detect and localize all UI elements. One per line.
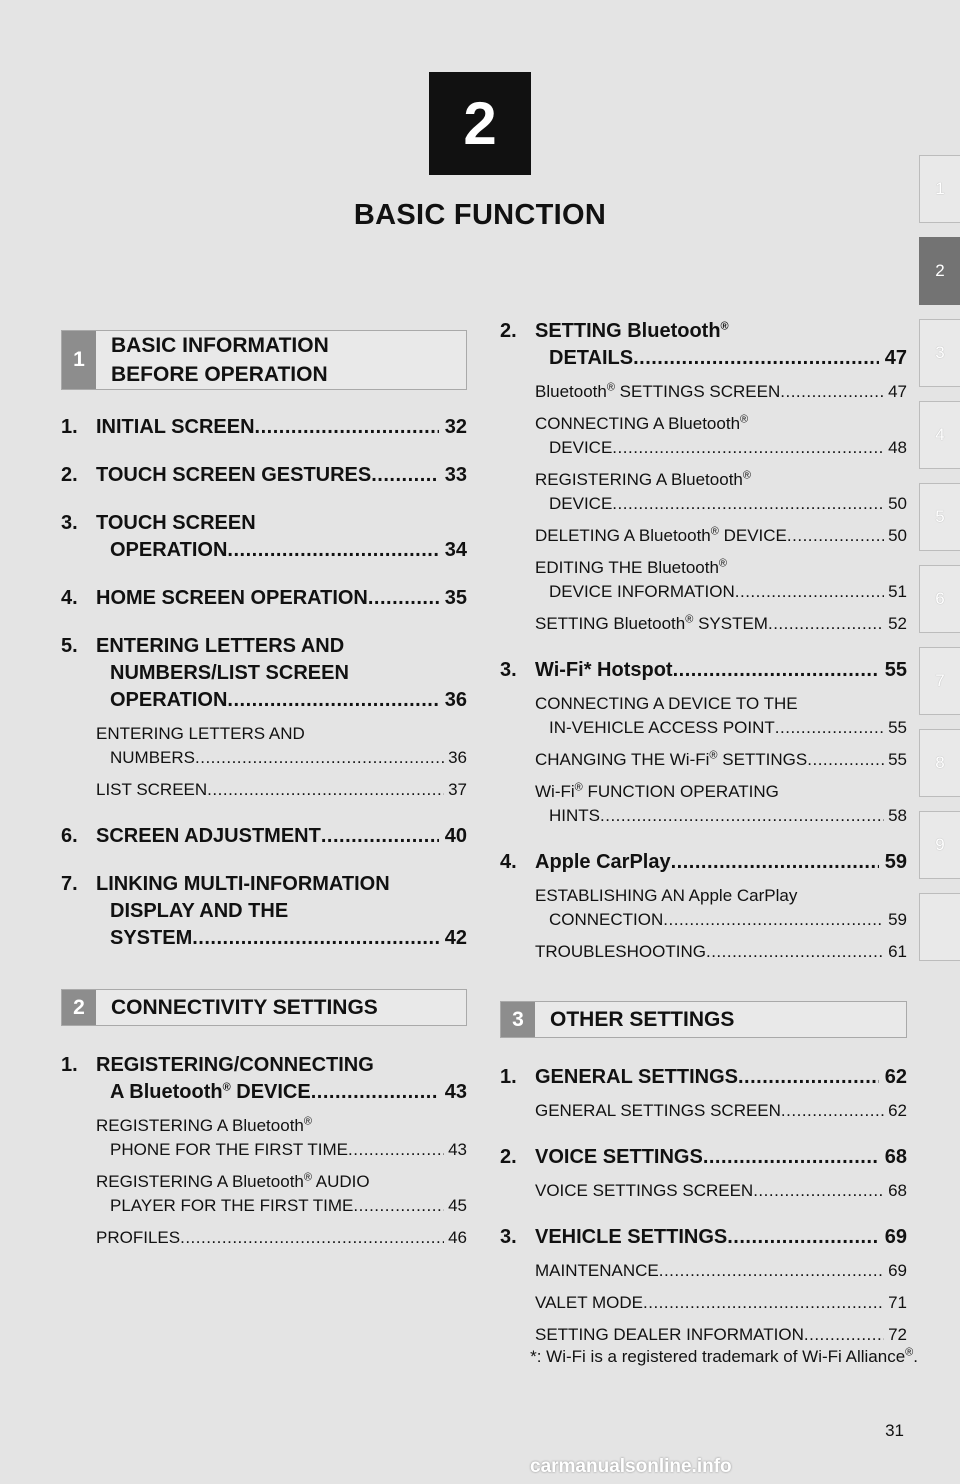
tab-chapter-blank[interactable] xyxy=(919,893,960,961)
entry-title: SCREEN ADJUSTMENT xyxy=(96,825,321,847)
toc-entry-linking-multi-information[interactable] xyxy=(61,871,467,952)
entry-title: GENERAL SETTINGS xyxy=(535,1066,738,1088)
registered-mark: ® xyxy=(606,381,615,394)
toc-entry-initial-screen[interactable] xyxy=(61,414,467,441)
subentry-title: PROFILES xyxy=(96,1228,181,1247)
subentry-title: SETTING DEALER INFORMATION xyxy=(535,1325,804,1344)
entry-page: 35 xyxy=(444,587,467,609)
section-header-other-settings xyxy=(500,1001,907,1038)
entry-page: 55 xyxy=(884,659,907,681)
toc-subentry-registering-device[interactable] xyxy=(535,468,907,516)
subentry-page: 45 xyxy=(448,1196,467,1215)
subentry-title: MAINTENANCE xyxy=(535,1261,659,1280)
tab-chapter-3[interactable]: 3 xyxy=(919,319,960,387)
subentry-title: SETTINGS xyxy=(717,750,808,769)
registered-mark: ® xyxy=(718,557,728,570)
entry-title: INITIAL SCREEN xyxy=(96,416,255,438)
toc-subentry-deleting-device[interactable] xyxy=(535,524,907,548)
entry-number: 4. xyxy=(500,851,517,873)
entry-title-cont: DEVICE xyxy=(230,1081,311,1103)
entry-title: LINKING MULTI-INFORMATION xyxy=(96,873,390,895)
watermark: carmanualsonline.info xyxy=(530,1456,732,1477)
entry-title: ENTERING LETTERS AND xyxy=(96,635,345,657)
subentry-title: SETTINGS SCREEN xyxy=(614,382,781,401)
subentry-page: 50 xyxy=(888,494,907,513)
entry-title-cont: OPERATION xyxy=(110,539,228,561)
toc-subentries xyxy=(535,884,907,964)
subentry-title: REGISTERING A Bluetooth xyxy=(535,470,743,489)
tab-chapter-6[interactable]: 6 xyxy=(919,565,960,633)
entry-page: 36 xyxy=(444,689,467,711)
toc-entry-general-settings[interactable] xyxy=(500,1064,907,1091)
entry-number: 3. xyxy=(500,1226,517,1248)
toc-entry-setting-bluetooth-details[interactable] xyxy=(500,318,907,372)
section-title: OTHER SETTINGS xyxy=(550,1008,735,1031)
toc-right-column xyxy=(500,318,907,1347)
subentry-title-cont: CONNECTION xyxy=(549,910,664,929)
toc-subentry-connecting-device[interactable] xyxy=(535,412,907,460)
subentry-page: 71 xyxy=(888,1293,907,1312)
subentry-title: SYSTEM xyxy=(693,614,768,633)
toc-entry-screen-adjustment[interactable] xyxy=(61,823,467,850)
entry-title: SETTING Bluetooth xyxy=(535,320,721,342)
entry-title: HOME SCREEN OPERATION xyxy=(96,587,368,609)
subentry-page: 69 xyxy=(888,1261,907,1280)
tab-chapter-2[interactable]: 2 xyxy=(919,237,960,305)
entry-number: 4. xyxy=(61,587,78,609)
subentry-title-cont: PLAYER FOR THE FIRST TIME xyxy=(110,1196,354,1215)
toc-subentry-wifi-hints[interactable] xyxy=(535,780,907,828)
registered-mark: ® xyxy=(710,525,719,538)
subentry-page: 36 xyxy=(448,748,467,767)
entry-page: 33 xyxy=(444,464,467,486)
subentry-page: 43 xyxy=(448,1140,467,1159)
toc-left-column xyxy=(61,330,467,1250)
registered-mark: ® xyxy=(685,613,694,626)
toc-subentries xyxy=(535,692,907,828)
subentry-page: 62 xyxy=(888,1101,907,1120)
subentry-title: REGISTERING A Bluetooth xyxy=(96,1172,304,1191)
subentry-page: 72 xyxy=(888,1325,907,1344)
section-title: CONNECTIVITY SETTINGS xyxy=(111,996,378,1019)
toc-subentries xyxy=(535,1259,907,1347)
subentry-title: FUNCTION OPERATING xyxy=(582,782,779,801)
entry-title: VOICE SETTINGS xyxy=(535,1146,703,1168)
toc-subentry-bluetooth-settings-screen[interactable] xyxy=(535,380,907,404)
entry-title: Wi-Fi* Hotspot xyxy=(535,659,673,681)
toc-entry-voice-settings[interactable] xyxy=(500,1144,907,1171)
registered-mark: ® xyxy=(740,413,749,426)
entry-page: 32 xyxy=(444,416,467,438)
subentry-title: DEVICE xyxy=(718,526,787,545)
toc-entry-apple-carplay[interactable] xyxy=(500,849,907,876)
toc-subentry-general-settings-screen[interactable] xyxy=(535,1099,907,1123)
toc-subentry-registering-audio[interactable] xyxy=(96,1170,467,1218)
registered-mark: ® xyxy=(905,1346,914,1359)
subentry-title-cont: DEVICE xyxy=(549,494,613,513)
entry-number: 1. xyxy=(61,416,78,438)
toc-subentry-dealer-information[interactable] xyxy=(535,1323,907,1347)
toc-subentries xyxy=(535,1179,907,1203)
tab-chapter-5[interactable]: 5 xyxy=(919,483,960,551)
subentry-title-cont: NUMBERS xyxy=(110,748,196,767)
footnote-text: *: Wi-Fi is a registered trademark of Wi-Fi Alliance xyxy=(530,1347,906,1366)
entry-number: 7. xyxy=(61,873,78,895)
subentry-title: VALET MODE xyxy=(535,1293,644,1312)
subentry-title: DELETING A Bluetooth xyxy=(535,526,711,545)
subentry-title: REGISTERING A Bluetooth xyxy=(96,1116,304,1135)
entry-number: 3. xyxy=(500,659,517,681)
subentry-title-cont: HINTS xyxy=(549,806,600,825)
subentry-title: VOICE SETTINGS SCREEN xyxy=(535,1181,754,1200)
entry-number: 2. xyxy=(500,1146,517,1168)
entry-title-cont: SYSTEM xyxy=(110,927,193,949)
toc-subentry-valet-mode[interactable] xyxy=(535,1291,907,1315)
subentry-title: CONNECTING A Bluetooth xyxy=(535,414,741,433)
entry-number: 1. xyxy=(500,1066,517,1088)
entry-page: 59 xyxy=(884,851,907,873)
section-header-connectivity-settings xyxy=(61,989,467,1026)
tab-chapter-4[interactable]: 4 xyxy=(919,401,960,469)
entry-page: 68 xyxy=(884,1146,907,1168)
entry-title-cont: DISPLAY AND THE xyxy=(110,900,289,922)
subentry-title-cont: IN-VEHICLE ACCESS POINT xyxy=(549,718,775,737)
subentry-page: 51 xyxy=(888,582,907,601)
chapter-title: BASIC FUNCTION xyxy=(353,199,607,231)
entry-page: 43 xyxy=(444,1081,467,1103)
subentry-title-cont: PHONE FOR THE FIRST TIME xyxy=(110,1140,349,1159)
entry-page: 47 xyxy=(884,347,907,369)
registered-mark: ® xyxy=(709,749,718,762)
chapter-tabs xyxy=(919,155,960,975)
section-number: 3 xyxy=(501,1002,535,1037)
subentry-title: ESTABLISHING AN Apple CarPlay xyxy=(535,886,798,905)
subentry-page: 48 xyxy=(888,438,907,457)
toc-subentry-setting-system[interactable] xyxy=(535,612,907,636)
toc-entry-touch-screen-gestures[interactable] xyxy=(61,462,467,489)
registered-mark: ® xyxy=(574,781,583,794)
entry-page: 62 xyxy=(884,1066,907,1088)
toc-subentry-troubleshooting[interactable] xyxy=(535,940,907,964)
toc-entry-registering-connecting[interactable] xyxy=(61,1052,467,1106)
toc-subentries xyxy=(96,722,467,802)
section-header-basic-information xyxy=(61,330,467,390)
entry-page: 40 xyxy=(444,825,467,847)
entry-number: 3. xyxy=(61,512,78,534)
toc-subentry-maintenance[interactable] xyxy=(535,1259,907,1283)
toc-subentry-changing-wifi-settings[interactable] xyxy=(535,748,907,772)
tab-chapter-7[interactable]: 7 xyxy=(919,647,960,715)
toc-subentries xyxy=(535,1099,907,1123)
subentry-page: 68 xyxy=(888,1181,907,1200)
subentry-title-cont: DEVICE INFORMATION xyxy=(549,582,735,601)
toc-subentries xyxy=(535,380,907,636)
registered-mark: ® xyxy=(222,1081,231,1094)
toc-subentry-connecting-access-point[interactable] xyxy=(535,692,907,740)
section-number: 2 xyxy=(62,990,96,1025)
subentry-page: 61 xyxy=(888,942,907,961)
toc-entry-vehicle-settings[interactable] xyxy=(500,1224,907,1251)
toc-subentry-entering-letters-numbers[interactable] xyxy=(96,722,467,770)
subentry-title: LIST SCREEN xyxy=(96,780,208,799)
subentry-title: EDITING THE Bluetooth xyxy=(535,558,719,577)
entry-title-cont: A Bluetooth xyxy=(110,1081,223,1103)
subentry-page: 59 xyxy=(888,910,907,929)
subentry-title: CONNECTING A DEVICE TO THE xyxy=(535,694,798,713)
toc-entry-home-screen-operation[interactable] xyxy=(61,585,467,612)
toc-entry-entering-letters[interactable] xyxy=(61,633,467,714)
registered-mark: ® xyxy=(720,320,729,333)
section-number: 1 xyxy=(62,331,96,389)
registered-mark: ® xyxy=(303,1115,312,1128)
page-number: 31 xyxy=(885,1421,904,1440)
subentry-page: 37 xyxy=(448,780,467,799)
subentry-page: 55 xyxy=(888,718,907,737)
entry-page: 69 xyxy=(884,1226,907,1248)
subentry-page: 50 xyxy=(888,526,907,545)
entry-title: TOUCH SCREEN xyxy=(96,512,256,534)
toc-subentry-voice-settings-screen[interactable] xyxy=(535,1179,907,1203)
toc-subentry-profiles[interactable] xyxy=(96,1226,467,1250)
chapter-number: 2 xyxy=(463,90,497,157)
entry-number: 5. xyxy=(61,635,78,657)
footnote xyxy=(460,1347,918,1367)
subentry-page: 58 xyxy=(888,806,907,825)
subentry-title: CHANGING THE Wi-Fi xyxy=(535,750,710,769)
toc-subentry-list-screen[interactable] xyxy=(96,778,467,802)
entry-title: REGISTERING/CONNECTING xyxy=(96,1054,374,1076)
toc-subentries xyxy=(96,1114,467,1250)
entry-title-cont: DETAILS xyxy=(549,347,634,369)
tab-chapter-8[interactable]: 8 xyxy=(919,729,960,797)
section-title: BASIC INFORMATION BEFORE OPERATION xyxy=(111,334,329,386)
subentry-title: SETTING Bluetooth xyxy=(535,614,686,633)
subentry-title: AUDIO xyxy=(311,1172,370,1191)
subentry-title: Bluetooth xyxy=(535,382,607,401)
subentry-page: 52 xyxy=(888,614,907,633)
entry-number: 2. xyxy=(61,464,78,486)
subentry-page: 47 xyxy=(888,382,907,401)
subentry-title: ENTERING LETTERS AND xyxy=(96,724,305,743)
toc-entry-touch-screen-operation[interactable] xyxy=(61,510,467,564)
entry-title: TOUCH SCREEN GESTURES xyxy=(96,464,372,486)
entry-page: 34 xyxy=(444,539,467,561)
toc-subentry-editing-device-info[interactable] xyxy=(535,556,907,604)
subentry-page: 55 xyxy=(888,750,907,769)
footnote-end: . xyxy=(913,1347,918,1366)
entry-title-cont: NUMBERS/LIST SCREEN xyxy=(110,662,349,684)
entry-title: Apple CarPlay xyxy=(535,851,671,873)
subentry-title: Wi-Fi xyxy=(535,782,575,801)
registered-mark: ® xyxy=(742,469,751,482)
subentry-page: 46 xyxy=(448,1228,467,1247)
entry-title-cont: OPERATION xyxy=(110,689,228,711)
entry-number: 1. xyxy=(61,1054,78,1076)
toc-entry-wifi-hotspot[interactable] xyxy=(500,657,907,684)
entry-title: VEHICLE SETTINGS xyxy=(535,1226,728,1248)
subentry-title-cont: DEVICE xyxy=(549,438,613,457)
subentry-title: TROUBLESHOOTING xyxy=(535,942,706,961)
toc-subentry-registering-phone[interactable] xyxy=(96,1114,467,1162)
entry-number: 6. xyxy=(61,825,78,847)
tab-chapter-9[interactable]: 9 xyxy=(919,811,960,879)
entry-page: 42 xyxy=(444,927,467,949)
subentry-title: GENERAL SETTINGS SCREEN xyxy=(535,1101,781,1120)
tab-chapter-1[interactable]: 1 xyxy=(919,155,960,223)
entry-number: 2. xyxy=(500,320,517,342)
chapter-number-box xyxy=(429,72,531,175)
toc-subentry-establishing-carplay[interactable] xyxy=(535,884,907,932)
registered-mark: ® xyxy=(303,1171,312,1184)
